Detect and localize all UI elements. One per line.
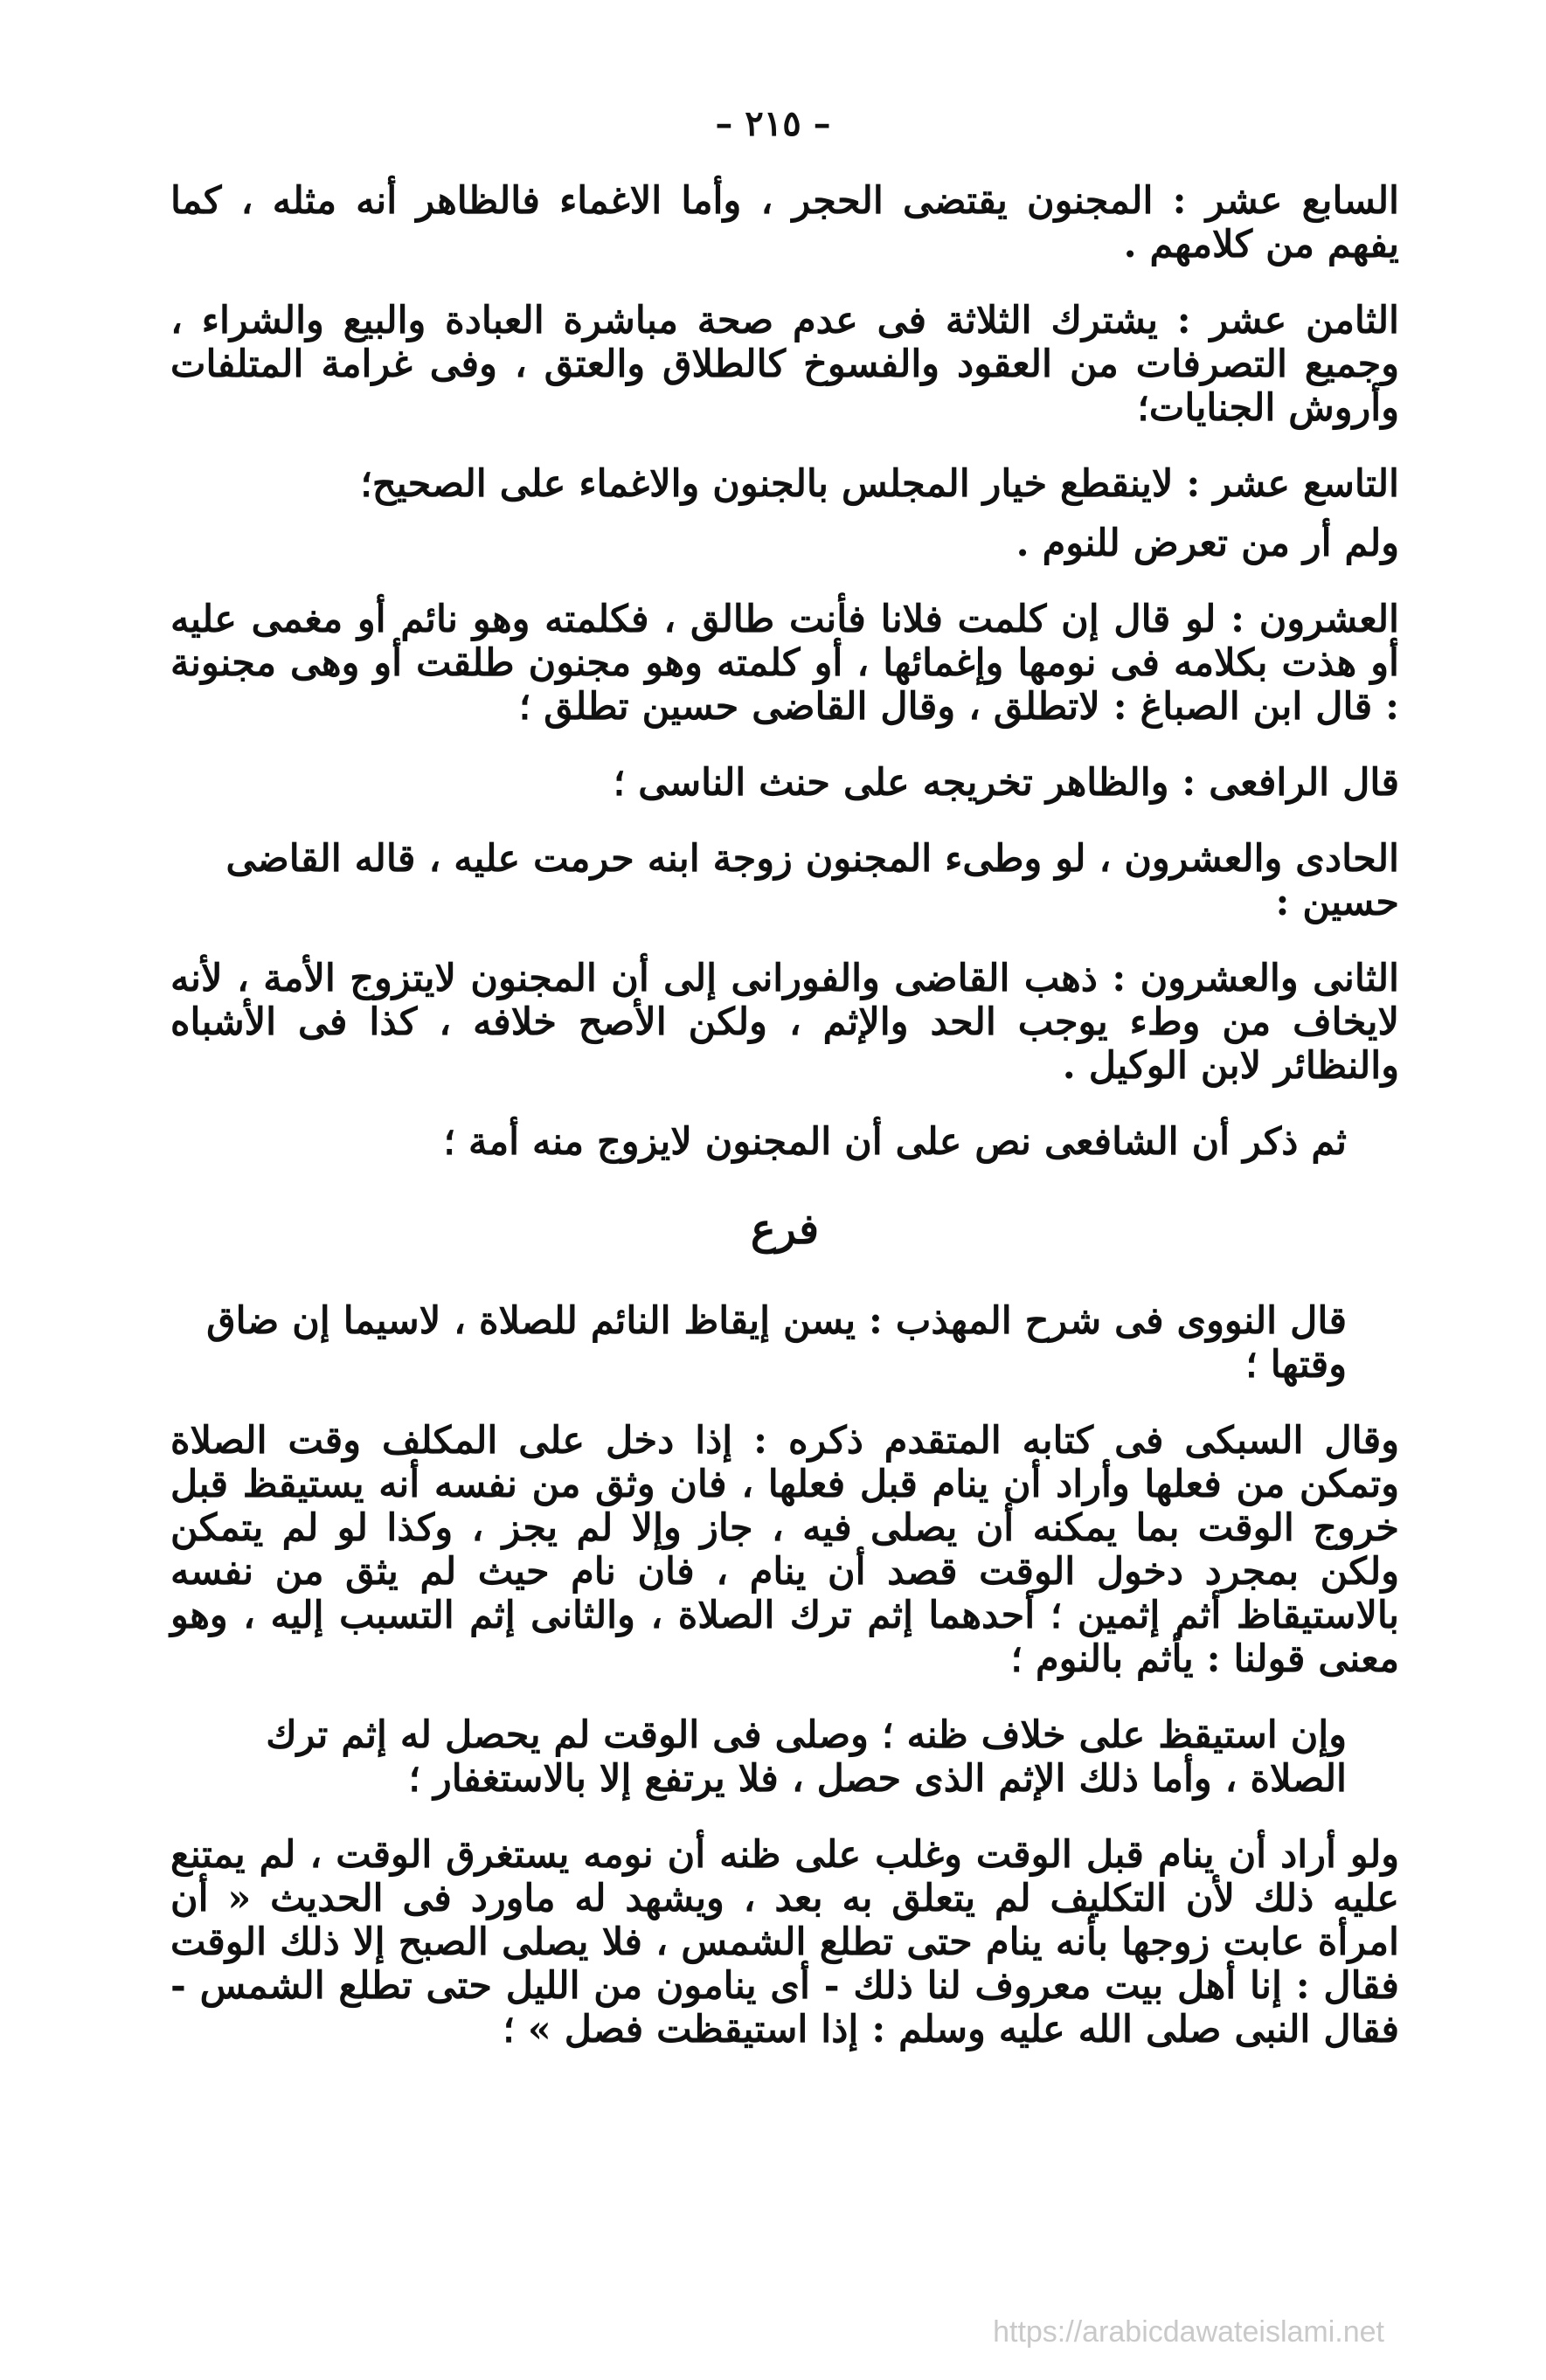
paragraph-waking: وإن استيقظ على خلاف ظنه ؛ وصلى فى الوقت لم يحصل له إثم ترك الصلاة ، وأما ذلك الإثم الذى حصل ، فلا يرتفع إلا بالاستغفار ؛ — [266, 1713, 1347, 1801]
section-heading: فرع — [750, 1205, 820, 1254]
page-number: – ٢١٥ – — [715, 103, 831, 144]
paragraph-hadith: ولو أراد أن ينام قبل الوقت وغلب على ظنه أن نومه يستغرق الوقت ، لم يمتنع عليه ذلك لأن التكليف لم يتعلق به بعد ، ويشهد له ماورد فى الحديث « أن امرأة عابت زوجها بأنه ينام حتى تطلع الشمس ، فلا يصلى الصبح إلا ذلك الوقت فقال : إنا أهل بيت معروف لنا ذلك - أى ينامون من الليل حتى تطلع الشمس - فقال النبى صلى الله عليه وسلم : إذا استيقظت فصل » ؛ — [170, 1833, 1399, 2051]
paragraph-nawawi: قال النووى فى شرح المهذب : يسن إيقاظ النائم للصلاة ، لاسيما إن ضاق وقتها ؛ — [206, 1299, 1347, 1387]
paragraph-shafii-note: ثم ذكر أن الشافعى نص على أن المجنون لايزوج منه أمة ؛ — [443, 1120, 1347, 1164]
watermark-url: https://arabicdawateislami.net — [993, 2315, 1384, 2349]
page-body — [170, 179, 1399, 2084]
paragraph-twentieth: العشرون : لو قال إن كلمت فلانا فأنت طالق ، فكلمته وهو نائم أو مغمى عليه أو هذت بكلامه فى نومها وإغمائها ، أو كلمته وهو مجنون طلقت أو وهى مجنونة : قال ابن الصباغ : لاتطلق ، وقال القاضى حسين تطلق ؛ — [170, 598, 1399, 729]
paragraph-nineteenth: التاسع عشر : لاينقطع خيار المجلس بالجنون والاغماء على الصحيح؛ — [360, 462, 1399, 506]
paragraph-rafii: قال الرافعى : والظاهر تخريجه على حنث الناسى ؛ — [613, 761, 1399, 805]
paragraph-subki: وقال السبكى فى كتابه المتقدم ذكره : إذا دخل على المكلف وقت الصلاة وتمكن من فعلها وأراد أن ينام قبل فعلها ، فان وثق من نفسه أنه يستيقظ قبل خروج الوقت بما يمكنه أن يصلى فيه ، جاز وإلا لم يجز ، وكذا لو لم يتمكن ولكن بمجرد دخول الوقت قصد أن ينام ، فان نام حيث لم يثق من نفسه بالاستيقاظ أثم إثمين ؛ أحدهما إثم ترك الصلاة ، والثانى إثم التسبب إليه ، وهو معنى قولنا : يأثم بالنوم ؛ — [170, 1419, 1399, 1681]
paragraph-twenty-first: الحادى والعشرون ، لو وطىء المجنون زوجة ابنه حرمت عليه ، قاله القاضى حسين : — [225, 837, 1399, 924]
paragraph-sleep-note: ولم أر من تعرض للنوم . — [1016, 522, 1399, 565]
paragraph-twenty-second: الثانى والعشرون : ذهب القاضى والفورانى إلى أن المجنون لايتزوج الأمة ، لأنه لايخاف من وطء يوجب الحد والإثم ، ولكن الأصح خلافه ، كذا فى الأشباه والنظائر لابن الوكيل . — [170, 957, 1399, 1088]
paragraph-seventeenth: السابع عشر : المجنون يقتضى الحجر ، وأما الاغماء فالظاهر أنه مثله ، كما يفهم من كلامهم . — [170, 179, 1399, 266]
paragraph-eighteenth: الثامن عشر : يشترك الثلاثة فى عدم صحة مباشرة العبادة والبيع والشراء ، وجميع التصرفات من العقود والفسوخ كالطلاق والعتق ، وفى غرامة المتلفات وأروش الجنايات؛ — [170, 299, 1399, 430]
